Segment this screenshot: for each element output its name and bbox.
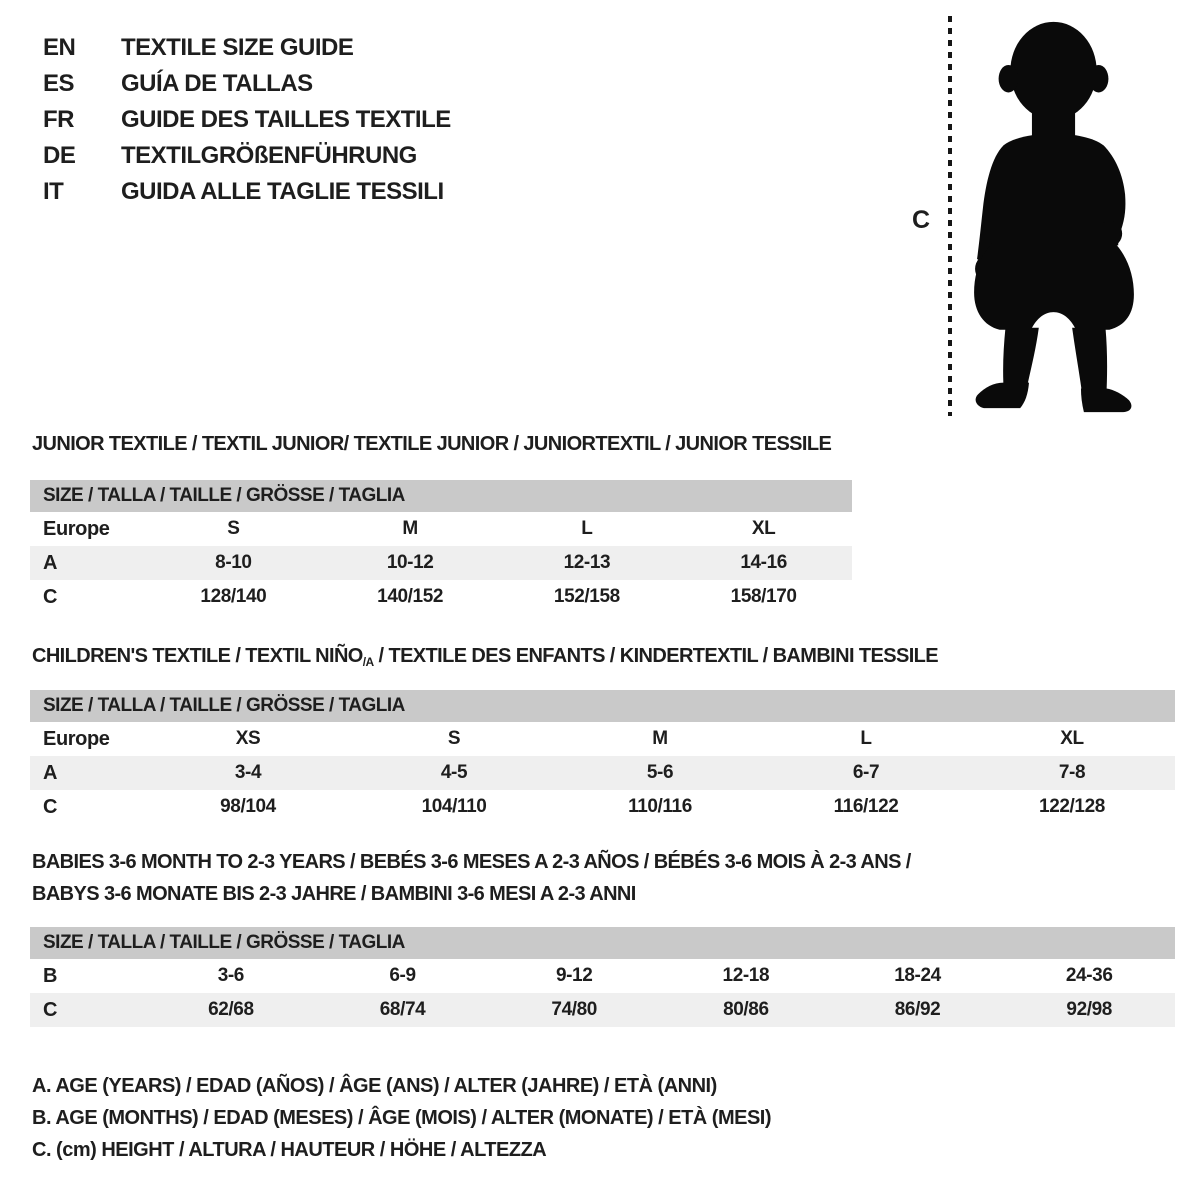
language-row: [43, 174, 451, 210]
language-row: [43, 66, 451, 102]
table-row-age: [30, 546, 852, 580]
height-cell: 158/170: [730, 586, 797, 607]
section-title-babies: [32, 846, 911, 910]
language-code: EN: [43, 34, 76, 61]
row-label: A: [43, 551, 58, 574]
height-cell: 74/80: [551, 999, 597, 1020]
table-row-europe: [30, 512, 852, 546]
table-row-height: [30, 993, 1175, 1027]
table-row-europe: [30, 722, 1175, 756]
toddler-silhouette-icon: [958, 14, 1150, 416]
height-cell: 86/92: [894, 999, 941, 1020]
section-title-babies-line2: BABYS 3-6 MONATE BIS 2-3 JAHRE / BAMBINI 3-6 MESI A 2-3 ANNI: [32, 883, 636, 905]
language-code: ES: [43, 70, 75, 97]
height-cell: 92/98: [1066, 999, 1112, 1020]
size-cell: XL: [751, 518, 776, 539]
height-cell: 122/128: [1039, 796, 1105, 817]
table-row-height: [30, 580, 852, 614]
age-cell: 12-18: [722, 965, 770, 986]
age-cell: 24-36: [1065, 965, 1113, 986]
row-label: Europe: [43, 727, 110, 750]
row-label: C: [43, 998, 58, 1021]
height-cell: 98/104: [220, 796, 276, 817]
section-title-children-subscript: /A: [362, 655, 374, 669]
language-title: TEXTILE SIZE GUIDE: [121, 34, 354, 61]
size-cell: M: [652, 728, 668, 749]
height-cell: 104/110: [421, 796, 487, 817]
height-cell: 116/122: [833, 796, 899, 817]
language-row: [43, 138, 451, 174]
age-cell: 3-6: [217, 965, 244, 986]
size-cell: XL: [1060, 728, 1084, 749]
row-label: C: [43, 585, 58, 608]
age-cell: 9-12: [555, 965, 593, 986]
legend-line-c: C. (cm) HEIGHT / ALTURA / HAUTEUR / HÖHE / ALTEZZA: [32, 1139, 547, 1161]
height-cell: 68/74: [379, 999, 426, 1020]
section-title-children-suffix: / TEXTILE DES ENFANTS / KINDERTEXTIL / BAMBINI TESSILE: [373, 645, 939, 667]
size-cell: L: [860, 728, 872, 749]
size-table-junior: [30, 480, 852, 614]
age-cell: 10-12: [386, 552, 434, 573]
section-title-babies-line1: BABIES 3-6 MONTH TO 2-3 YEARS / BEBÉS 3-6 MESES A 2-3 AÑOS / BÉBÉS 3-6 MOIS À 2-3 ANS /: [32, 851, 911, 873]
age-cell: 7-8: [1058, 762, 1086, 783]
table-row-height: [30, 790, 1175, 824]
language-code: FR: [43, 106, 74, 133]
height-cell: 62/68: [208, 999, 254, 1020]
age-cell: 8-10: [215, 552, 252, 573]
age-cell: 5-6: [646, 762, 674, 783]
legend-line-a: A. AGE (YEARS) / EDAD (AÑOS) / ÂGE (ANS) / ALTER (JAHRE) / ETÀ (ANNI): [32, 1075, 717, 1097]
age-cell: 6-7: [852, 762, 880, 783]
height-measure-dashed-line: [948, 16, 952, 416]
size-header-band: SIZE / TALLA / TAILLE / GRÖSSE / TAGLIA: [30, 690, 1175, 722]
language-title: TEXTILGRÖßENFÜHRUNG: [121, 142, 417, 169]
age-cell: 3-4: [234, 762, 262, 783]
language-title: GUÍA DE TALLAS: [121, 70, 313, 97]
size-cell: L: [581, 518, 593, 539]
age-cell: 18-24: [894, 965, 941, 986]
age-cell: 12-13: [563, 552, 611, 573]
age-cell: 6-9: [389, 965, 416, 986]
table-row-age: [30, 756, 1175, 790]
language-row: [43, 30, 451, 66]
height-cell: 152/158: [553, 586, 620, 607]
size-cell: M: [402, 518, 418, 539]
row-label: B: [43, 964, 58, 987]
section-title-children-prefix: CHILDREN'S TEXTILE / TEXTIL NIÑO: [32, 645, 363, 667]
language-title: GUIDA ALLE TAGLIE TESSILI: [121, 178, 444, 205]
age-cell: 4-5: [440, 762, 468, 783]
legend-line-b: B. AGE (MONTHS) / EDAD (MESES) / ÂGE (MOIS) / ALTER (MONATE) / ETÀ (MESI): [32, 1107, 772, 1129]
height-cell: 128/140: [200, 586, 267, 607]
language-code: IT: [43, 178, 64, 205]
language-title: GUIDE DES TAILLES TEXTILE: [121, 106, 451, 133]
measure-label-c: C: [912, 206, 931, 234]
size-table-babies: [30, 927, 1175, 1027]
row-label: A: [43, 761, 58, 784]
size-header-band: SIZE / TALLA / TAILLE / GRÖSSE / TAGLIA: [30, 927, 1175, 959]
size-cell: S: [227, 518, 240, 539]
size-cell: S: [447, 728, 461, 749]
size-cell: XS: [235, 728, 261, 749]
size-table-children: [30, 690, 1175, 824]
height-cell: 110/116: [628, 796, 692, 817]
section-title-children: [32, 645, 938, 669]
language-title-list: [43, 30, 451, 210]
section-title-junior: JUNIOR TEXTILE / TEXTIL JUNIOR/ TEXTILE JUNIOR / JUNIORTEXTIL / JUNIOR TESSILE: [32, 433, 832, 455]
height-cell: 140/152: [377, 586, 444, 607]
language-code: DE: [43, 142, 76, 169]
age-cell: 14-16: [740, 552, 787, 573]
measure-legend: [32, 1070, 771, 1166]
size-header-band: SIZE / TALLA / TAILLE / GRÖSSE / TAGLIA: [30, 480, 852, 512]
row-label: Europe: [43, 517, 110, 540]
height-cell: 80/86: [723, 999, 769, 1020]
row-label: C: [43, 795, 58, 818]
table-row-age-months: [30, 959, 1175, 993]
language-row: [43, 102, 451, 138]
